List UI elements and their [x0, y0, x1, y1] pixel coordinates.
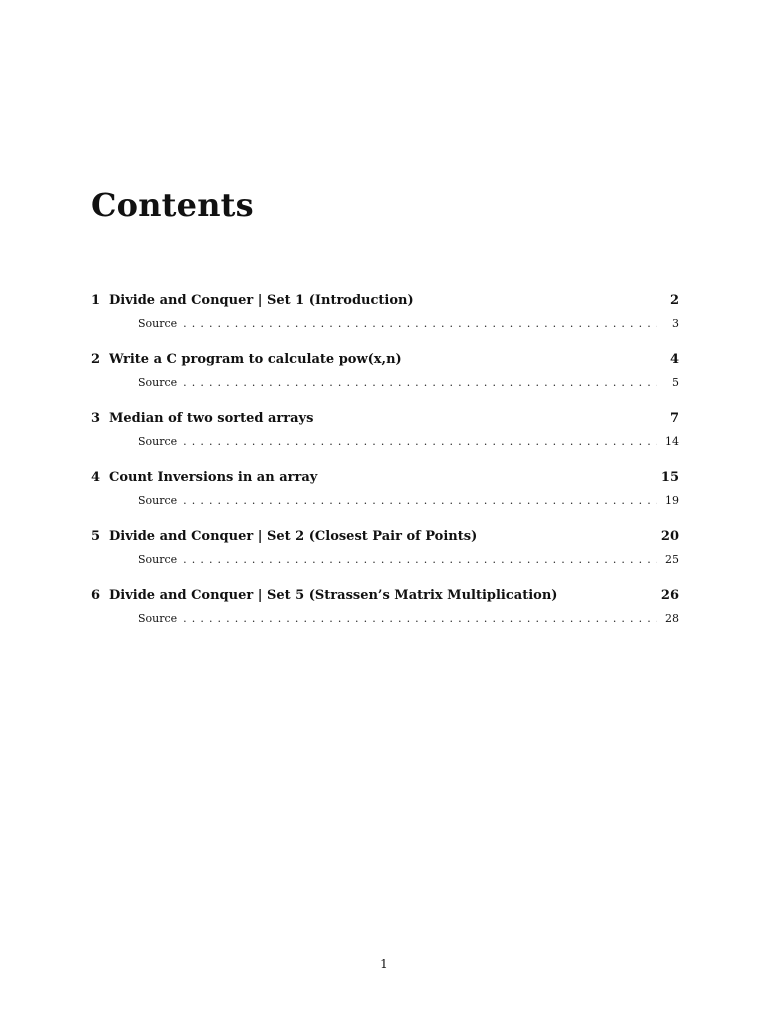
toc-section-entry[interactable]: [138, 491, 679, 509]
toc-chapter-entry[interactable]: [91, 585, 679, 605]
toc-chapter: [91, 526, 679, 585]
chapter-number: 1: [91, 292, 101, 308]
toc-chapter-entry[interactable]: [91, 467, 679, 487]
page-title: Contents: [91, 186, 254, 224]
chapter-page-number: 7: [669, 410, 679, 426]
section-title: Source: [138, 434, 178, 448]
dot-leader: [183, 612, 657, 625]
chapter-title: Divide and Conquer | Set 5 (Strassen’s Matrix Multiplication): [109, 587, 558, 603]
chapter-number: 5: [91, 528, 101, 544]
section-page-number: 14: [665, 434, 679, 448]
chapter-page-number: 26: [660, 587, 679, 603]
chapter-title: Median of two sorted arrays: [109, 410, 314, 426]
chapter-page-number: 2: [669, 292, 679, 308]
toc-chapter-entry[interactable]: [91, 349, 679, 369]
section-page-number: 5: [672, 375, 679, 389]
section-page-number: 3: [672, 316, 679, 330]
chapter-title: Divide and Conquer | Set 1 (Introduction): [109, 292, 414, 308]
footer-page-number: 1: [380, 957, 388, 971]
dot-leader: [183, 435, 657, 448]
chapter-page-number: 15: [660, 469, 679, 485]
section-page-number: 19: [665, 493, 679, 507]
toc-chapter: [91, 408, 679, 467]
toc-chapter: [91, 467, 679, 526]
dot-leader: [183, 317, 657, 330]
chapter-number: 4: [91, 469, 101, 485]
toc-chapter: [91, 349, 679, 408]
chapter-page-number: 20: [660, 528, 679, 544]
chapter-page-number: 4: [669, 351, 679, 367]
section-title: Source: [138, 375, 178, 389]
section-title: Source: [138, 611, 178, 625]
section-title: Source: [138, 316, 178, 330]
chapter-number: 6: [91, 587, 101, 603]
section-title: Source: [138, 493, 178, 507]
toc-chapter-entry[interactable]: [91, 290, 679, 310]
toc-section-entry[interactable]: [138, 314, 679, 332]
toc-chapter: [91, 585, 679, 644]
toc-chapter-entry[interactable]: [91, 408, 679, 428]
toc-section-entry[interactable]: [138, 432, 679, 450]
toc-section-entry[interactable]: [138, 373, 679, 391]
chapter-title: Count Inversions in an array: [109, 469, 318, 485]
dot-leader: [183, 553, 657, 566]
chapter-number: 2: [91, 351, 101, 367]
dot-leader: [183, 494, 657, 507]
section-page-number: 28: [665, 611, 679, 625]
toc-chapter-entry[interactable]: [91, 526, 679, 546]
section-page-number: 25: [665, 552, 679, 566]
dot-leader: [183, 376, 657, 389]
section-title: Source: [138, 552, 178, 566]
toc-section-entry[interactable]: [138, 609, 679, 627]
toc-section-entry[interactable]: [138, 550, 679, 568]
toc-chapter: [91, 290, 679, 349]
chapter-title: Write a C program to calculate pow(x,n): [109, 351, 402, 367]
chapter-number: 3: [91, 410, 101, 426]
chapter-title: Divide and Conquer | Set 2 (Closest Pair of Points): [109, 528, 478, 544]
table-of-contents: [91, 290, 679, 644]
